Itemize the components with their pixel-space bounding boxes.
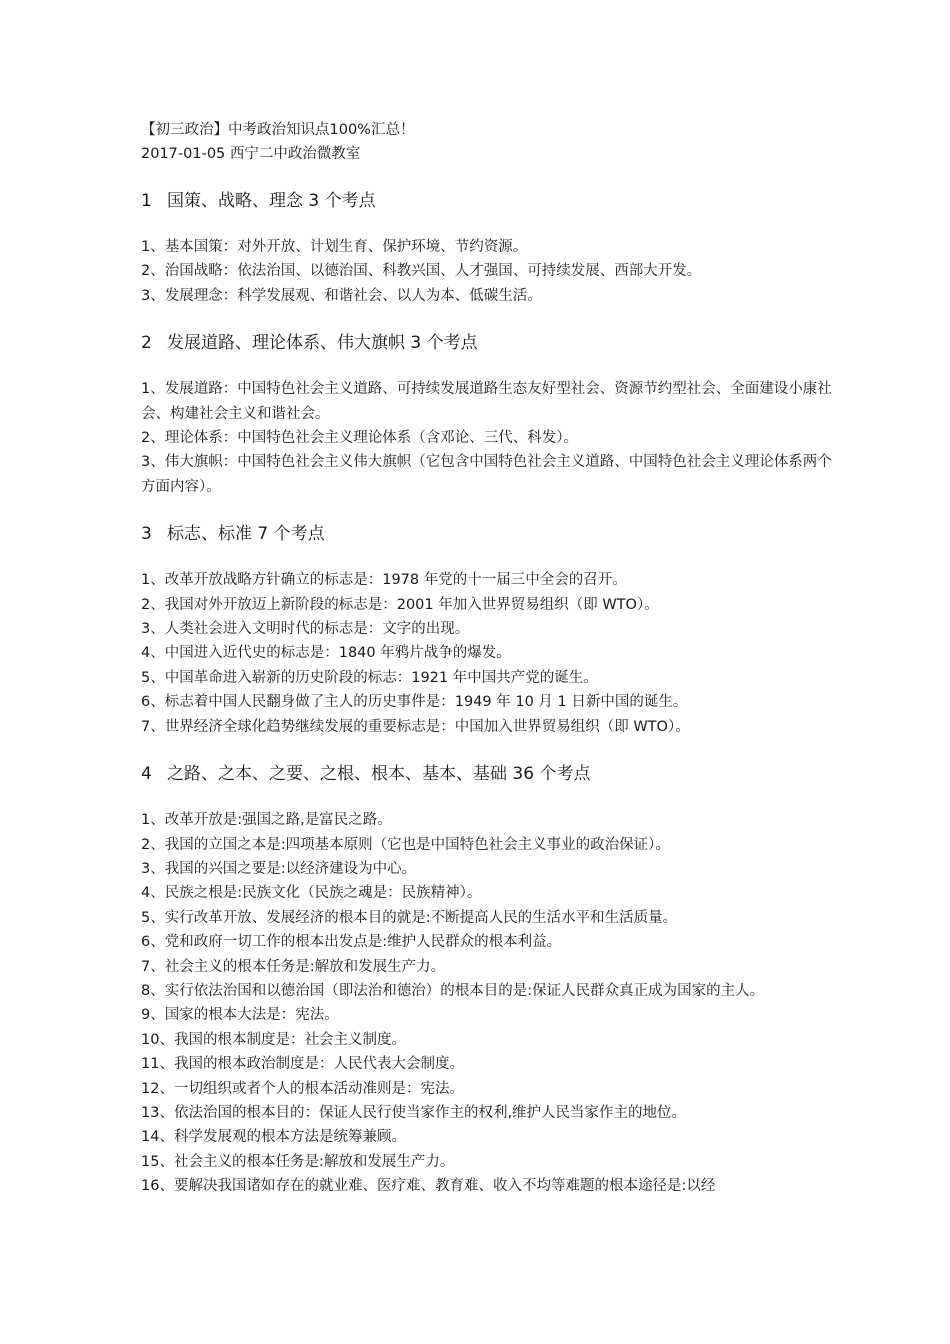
- list-item: 16、要解决我国诸如存在的就业难、医疗难、教育难、收入不均等难题的根本途径是:以经: [141, 1178, 716, 1195]
- list-item: 5、实行改革开放、发展经济的根本目的就是:不断提高人民的生活水平和生活质量。: [141, 909, 678, 926]
- list-item: 1、基本国策：对外开放、计划生育、保护环境、节约资源。: [141, 239, 528, 255]
- list-item: 8、实行依法治国和以德治国（即法治和德治）的根本目的是:保证人民群众真正成为国家的主人。: [141, 982, 765, 999]
- list-item: 10、我国的根本制度是：社会主义制度。: [141, 1031, 406, 1048]
- list-item: 12、一切组织或者个人的根本活动准则是：宪法。: [141, 1080, 464, 1097]
- list-item: 2、理论体系：中国特色社会主义理论体系（含邓论、三代、科发）。: [141, 430, 578, 447]
- section-number: 3: [141, 524, 152, 545]
- section-heading: [141, 189, 840, 213]
- list-item: 2、我国的立国之本是:四项基本原则（它也是中国特色社会主义事业的政治保证）。: [141, 836, 670, 853]
- list-item: 3、我国的兴国之要是:以经济建设为中心。: [141, 860, 417, 877]
- list-item: 3、发展理念：科学发展观、和谐社会、以人为本、低碳生活。: [141, 287, 542, 304]
- list-item: 14、科学发展观的根本方法是统筹兼顾。: [141, 1129, 406, 1146]
- section-heading: [141, 762, 840, 786]
- list-item: 7、社会主义的根本任务是:解放和发展生产力。: [141, 958, 446, 975]
- section-title: 之路、之本、之要、之根、根本、基本、基础 36 个考点: [167, 764, 591, 785]
- list-item: 7、世界经济全球化趋势继续发展的重要标志是：中国加入世界贸易组织（即 WTO）。: [141, 718, 690, 735]
- list-item: 4、民族之根是:民族文化（民族之魂是：民族精神）。: [141, 885, 482, 902]
- list-item: 5、中国革命进入崭新的历史阶段的标志：1921 年中国共产党的诞生。: [141, 669, 598, 686]
- list-item: 6、党和政府一切工作的根本出发点是:维护人民群众的根本利益。: [141, 934, 562, 951]
- document-title: 【初三政治】中考政治知识点100%汇总！: [141, 122, 415, 138]
- list-item: 4、中国进入近代史的标志是：1840 年鸦片战争的爆发。: [141, 645, 511, 662]
- list-item: 6、标志着中国人民翻身做了主人的历史事件是：1949 年 10 月 1 日新中国的诞生。: [141, 694, 688, 711]
- list-item: 2、治国战略：依法治国、以德治国、科教兴国、人才强国、可持续发展、西部大开发。: [141, 263, 702, 280]
- section-title: 发展道路、理论体系、伟大旗帜 3 个考点: [167, 333, 478, 354]
- list-item: 1、改革开放战略方针确立的标志是：1978 年党的十一届三中全会的召开。: [141, 572, 627, 589]
- list-item: 1、发展道路：中国特色社会主义道路、可持续发展道路生态友好型社会、资源节约型社会、全面建设小康社会、构建社会主义和谐社会。: [141, 381, 832, 422]
- section-number: 1: [141, 191, 152, 211]
- section-1: [141, 189, 840, 308]
- section-2: [141, 331, 840, 499]
- section-title: 国策、战略、理念 3 个考点: [167, 191, 376, 211]
- section-title: 标志、标准 7 个考点: [167, 524, 325, 545]
- list-item: 3、伟大旗帜：中国特色社会主义伟大旗帜（它包含中国特色社会主义道路、中国特色社会主义理论体系两个方面内容）。: [141, 454, 832, 495]
- document-meta: 2017-01-05 西宁二中政治微教室: [141, 146, 361, 162]
- list-item: 3、人类社会进入文明时代的标志是：文字的出现。: [141, 621, 470, 638]
- list-item: 2、我国对外开放迈上新阶段的标志是：2001 年加入世界贸易组织（即 WTO）。: [141, 596, 659, 613]
- section-heading: [141, 522, 840, 546]
- section-3: [141, 522, 840, 739]
- section-heading: [141, 331, 840, 355]
- section-4: [141, 762, 840, 1199]
- section-number: 2: [141, 333, 152, 354]
- list-item: 9、国家的根本大法是：宪法。: [141, 1007, 339, 1024]
- section-number: 4: [141, 764, 152, 785]
- list-item: 1、改革开放是:强国之路,是富民之路。: [141, 812, 392, 829]
- list-item: 11、我国的根本政治制度是：人民代表大会制度。: [141, 1056, 464, 1073]
- list-item: 15、社会主义的根本任务是:解放和发展生产力。: [141, 1153, 455, 1170]
- list-item: 13、依法治国的根本目的：保证人民行使当家作主的权利,维护人民当家作主的地位。: [141, 1104, 687, 1121]
